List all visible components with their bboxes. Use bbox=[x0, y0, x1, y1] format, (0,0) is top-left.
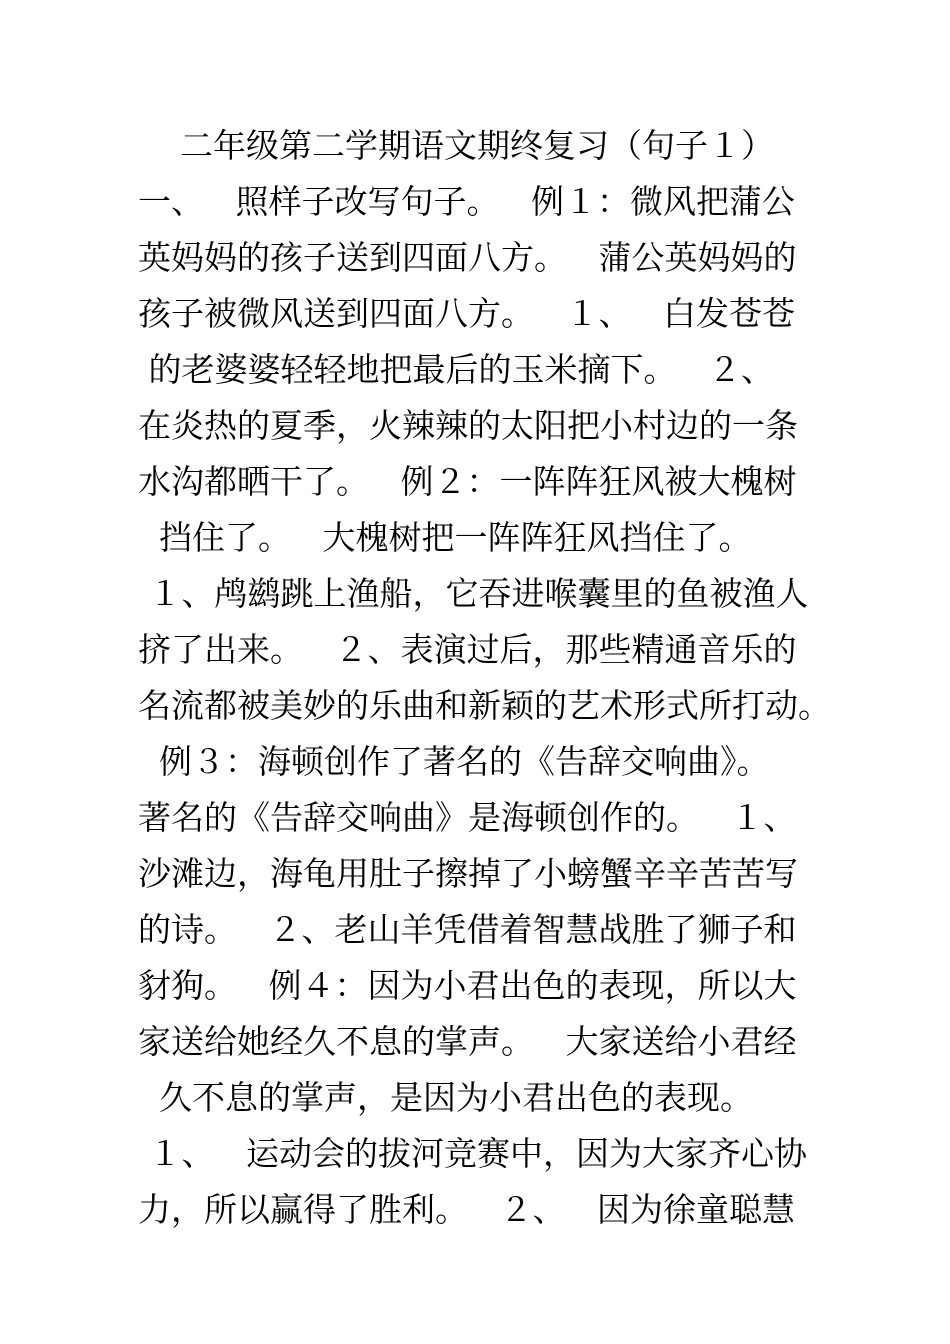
text-line-15: 豺狗。 例４：因为小君出色的表现，所以大 bbox=[138, 966, 797, 1005]
text-line-13: 沙滩边，海龟用肚子擦掉了小螃蟹辛辛苦苦写 bbox=[138, 854, 798, 893]
text-line-1: 一、 照样子改写句子。 例１：微风把蒲公 bbox=[138, 182, 795, 221]
text-line-18: １、 运动会的拔河竞赛中，因为大家齐心协 bbox=[138, 1134, 807, 1173]
text-line-11: 例３：海顿创作了著名的《告辞交响曲》。 bbox=[138, 742, 770, 781]
text-line-5: 在炎热的夏季，火辣辣的太阳把小村边的一条 bbox=[138, 406, 798, 445]
text-line-17: 久不息的掌声，是因为小君出色的表现。 bbox=[138, 1078, 753, 1117]
text-line-16: 家送给她经久不息的掌声。 大家送给小君经 bbox=[138, 1022, 797, 1061]
text-line-7: 挡住了。 大槐树把一阵阵狂风挡住了。 bbox=[138, 518, 752, 557]
text-line-14: 的诗。 ２、老山羊凭借着智慧战胜了狮子和 bbox=[138, 910, 797, 949]
text-line-3: 孩子被微风送到四面八方。 １、 白发苍苍 bbox=[138, 294, 795, 333]
text-line-2: 英妈妈的孩子送到四面八方。 蒲公英妈妈的 bbox=[138, 238, 797, 277]
text-line-19: 力，所以赢得了胜利。 ２、 因为徐童聪慧 bbox=[138, 1190, 795, 1229]
document-title: 二年级第二学期语文期终复习（句子１） bbox=[138, 126, 774, 165]
text-line-9: 挤了出来。 ２、表演过后，那些精通音乐的 bbox=[138, 630, 797, 669]
text-line-6: 水沟都晒干了。 例２：一阵阵狂风被大槐树 bbox=[138, 462, 797, 501]
text-line-10: 名流都被美妙的乐曲和新颖的艺术形式所打动。 bbox=[138, 686, 831, 725]
text-line-4: 的老婆婆轻轻地把最后的玉米摘下。 ２、 bbox=[138, 350, 774, 389]
text-line-8: １、鸬鹚跳上渔船，它吞进喉囊里的鱼被渔人 bbox=[138, 574, 809, 613]
text-line-12: 著名的《告辞交响曲》是海顿创作的。 １、 bbox=[138, 798, 797, 837]
